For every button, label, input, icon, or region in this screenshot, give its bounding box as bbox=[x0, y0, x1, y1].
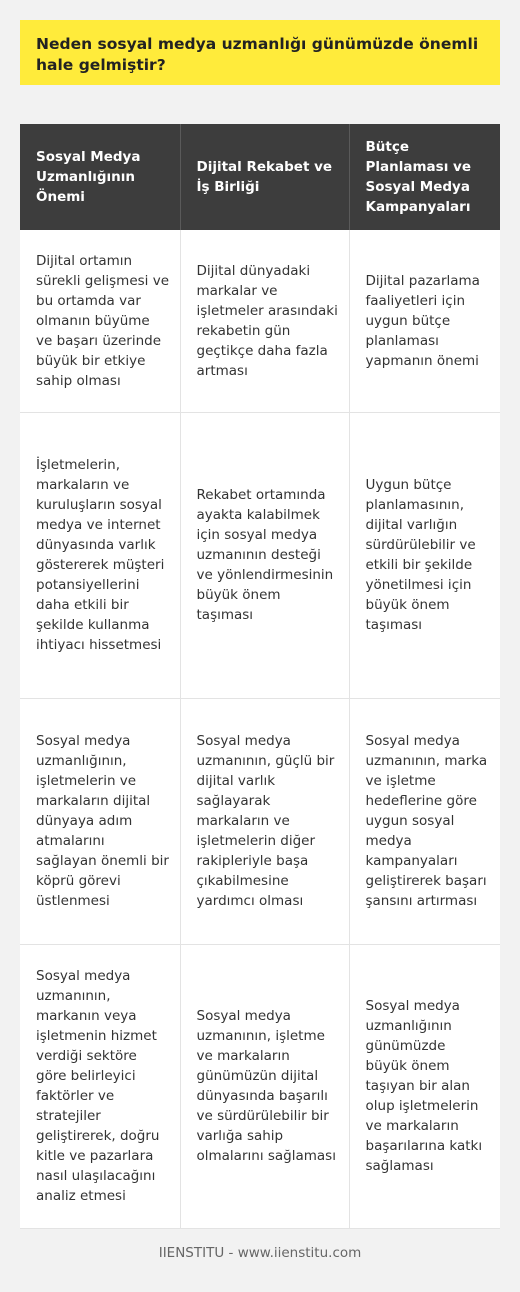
table-cell: Sosyal medya uzmanının, güçlü bir dijital varlık sağlayarak markaların ve işletmelerin diğer rakipleriyle başa çıkabilmesine yardımcı olması bbox=[180, 698, 349, 944]
table-row bbox=[20, 230, 500, 412]
footer-credit: IIENSTITU - www.iienstitu.com bbox=[158, 1245, 362, 1261]
page-title: Neden sosyal medya uzmanlığı günümüzde önemli hale gelmiştir? bbox=[20, 20, 500, 85]
table-cell: Sosyal medya uzmanının, markanın veya işletmenin hizmet verdiği sektöre göre belirleyici faktörler ve stratejiler geliştirerek, doğru kitle ve pazarlara nasıl ulaşılacağını analiz etmesi bbox=[20, 944, 180, 1228]
table-cell: Sosyal medya uzmanının, işletme ve markaların günümüzün dijital dünyasında başarılı ve sürdürülebilir bir varlığa sahip olmalarını sağlaması bbox=[180, 944, 349, 1228]
table-row bbox=[20, 698, 500, 944]
table-cell: Rekabet ortamında ayakta kalabilmek için sosyal medya uzmanının desteği ve yönlendirmesinin büyük önem taşıması bbox=[180, 412, 349, 698]
table-header-cell: Bütçe Planlaması ve Sosyal Medya Kampanyaları bbox=[349, 124, 500, 230]
table-header-row bbox=[20, 124, 500, 230]
table-cell: Uygun bütçe planlamasının, dijital varlığın sürdürülebilir ve etkili bir şekilde yönetilmesi için büyük önem taşıması bbox=[349, 412, 500, 698]
table-row bbox=[20, 412, 500, 698]
table-header-cell: Sosyal Medya Uzmanlığının Önemi bbox=[20, 124, 180, 230]
table-row bbox=[20, 944, 500, 1228]
table-cell: İşletmelerin, markaların ve kuruluşların sosyal medya ve internet dünyasında varlık göstererek müşteri potansiyellerini daha etkili bir şekilde kullanma ihtiyacı hissetmesi bbox=[20, 412, 180, 698]
comparison-table bbox=[20, 124, 500, 1229]
table-cell: Dijital pazarlama faaliyetleri için uygun bütçe planlaması yapmanın önemi bbox=[349, 230, 500, 412]
table-cell: Dijital dünyadaki markalar ve işletmeler arasındaki rekabetin gün geçtikçe daha fazla artması bbox=[180, 230, 349, 412]
table-cell: Sosyal medya uzmanlığının günümüzde büyük önem taşıyan bir alan olup işletmelerin ve markaların başarılarına katkı sağlaması bbox=[349, 944, 500, 1228]
table-cell: Dijital ortamın sürekli gelişmesi ve bu ortamda var olmanın büyüme ve başarı üzerinde büyük bir etkiye sahip olması bbox=[20, 230, 180, 412]
table-header-cell: Dijital Rekabet ve İş Birliği bbox=[180, 124, 349, 230]
table-cell: Sosyal medya uzmanının, marka ve işletme hedeflerine göre uygun sosyal medya kampanyaları geliştirerek başarı şansını artırması bbox=[349, 698, 500, 944]
table-cell: Sosyal medya uzmanlığının, işletmelerin ve markaların dijital dünyaya adım atmalarını sağlayan önemli bir köprü görevi üstlenmesi bbox=[20, 698, 180, 944]
